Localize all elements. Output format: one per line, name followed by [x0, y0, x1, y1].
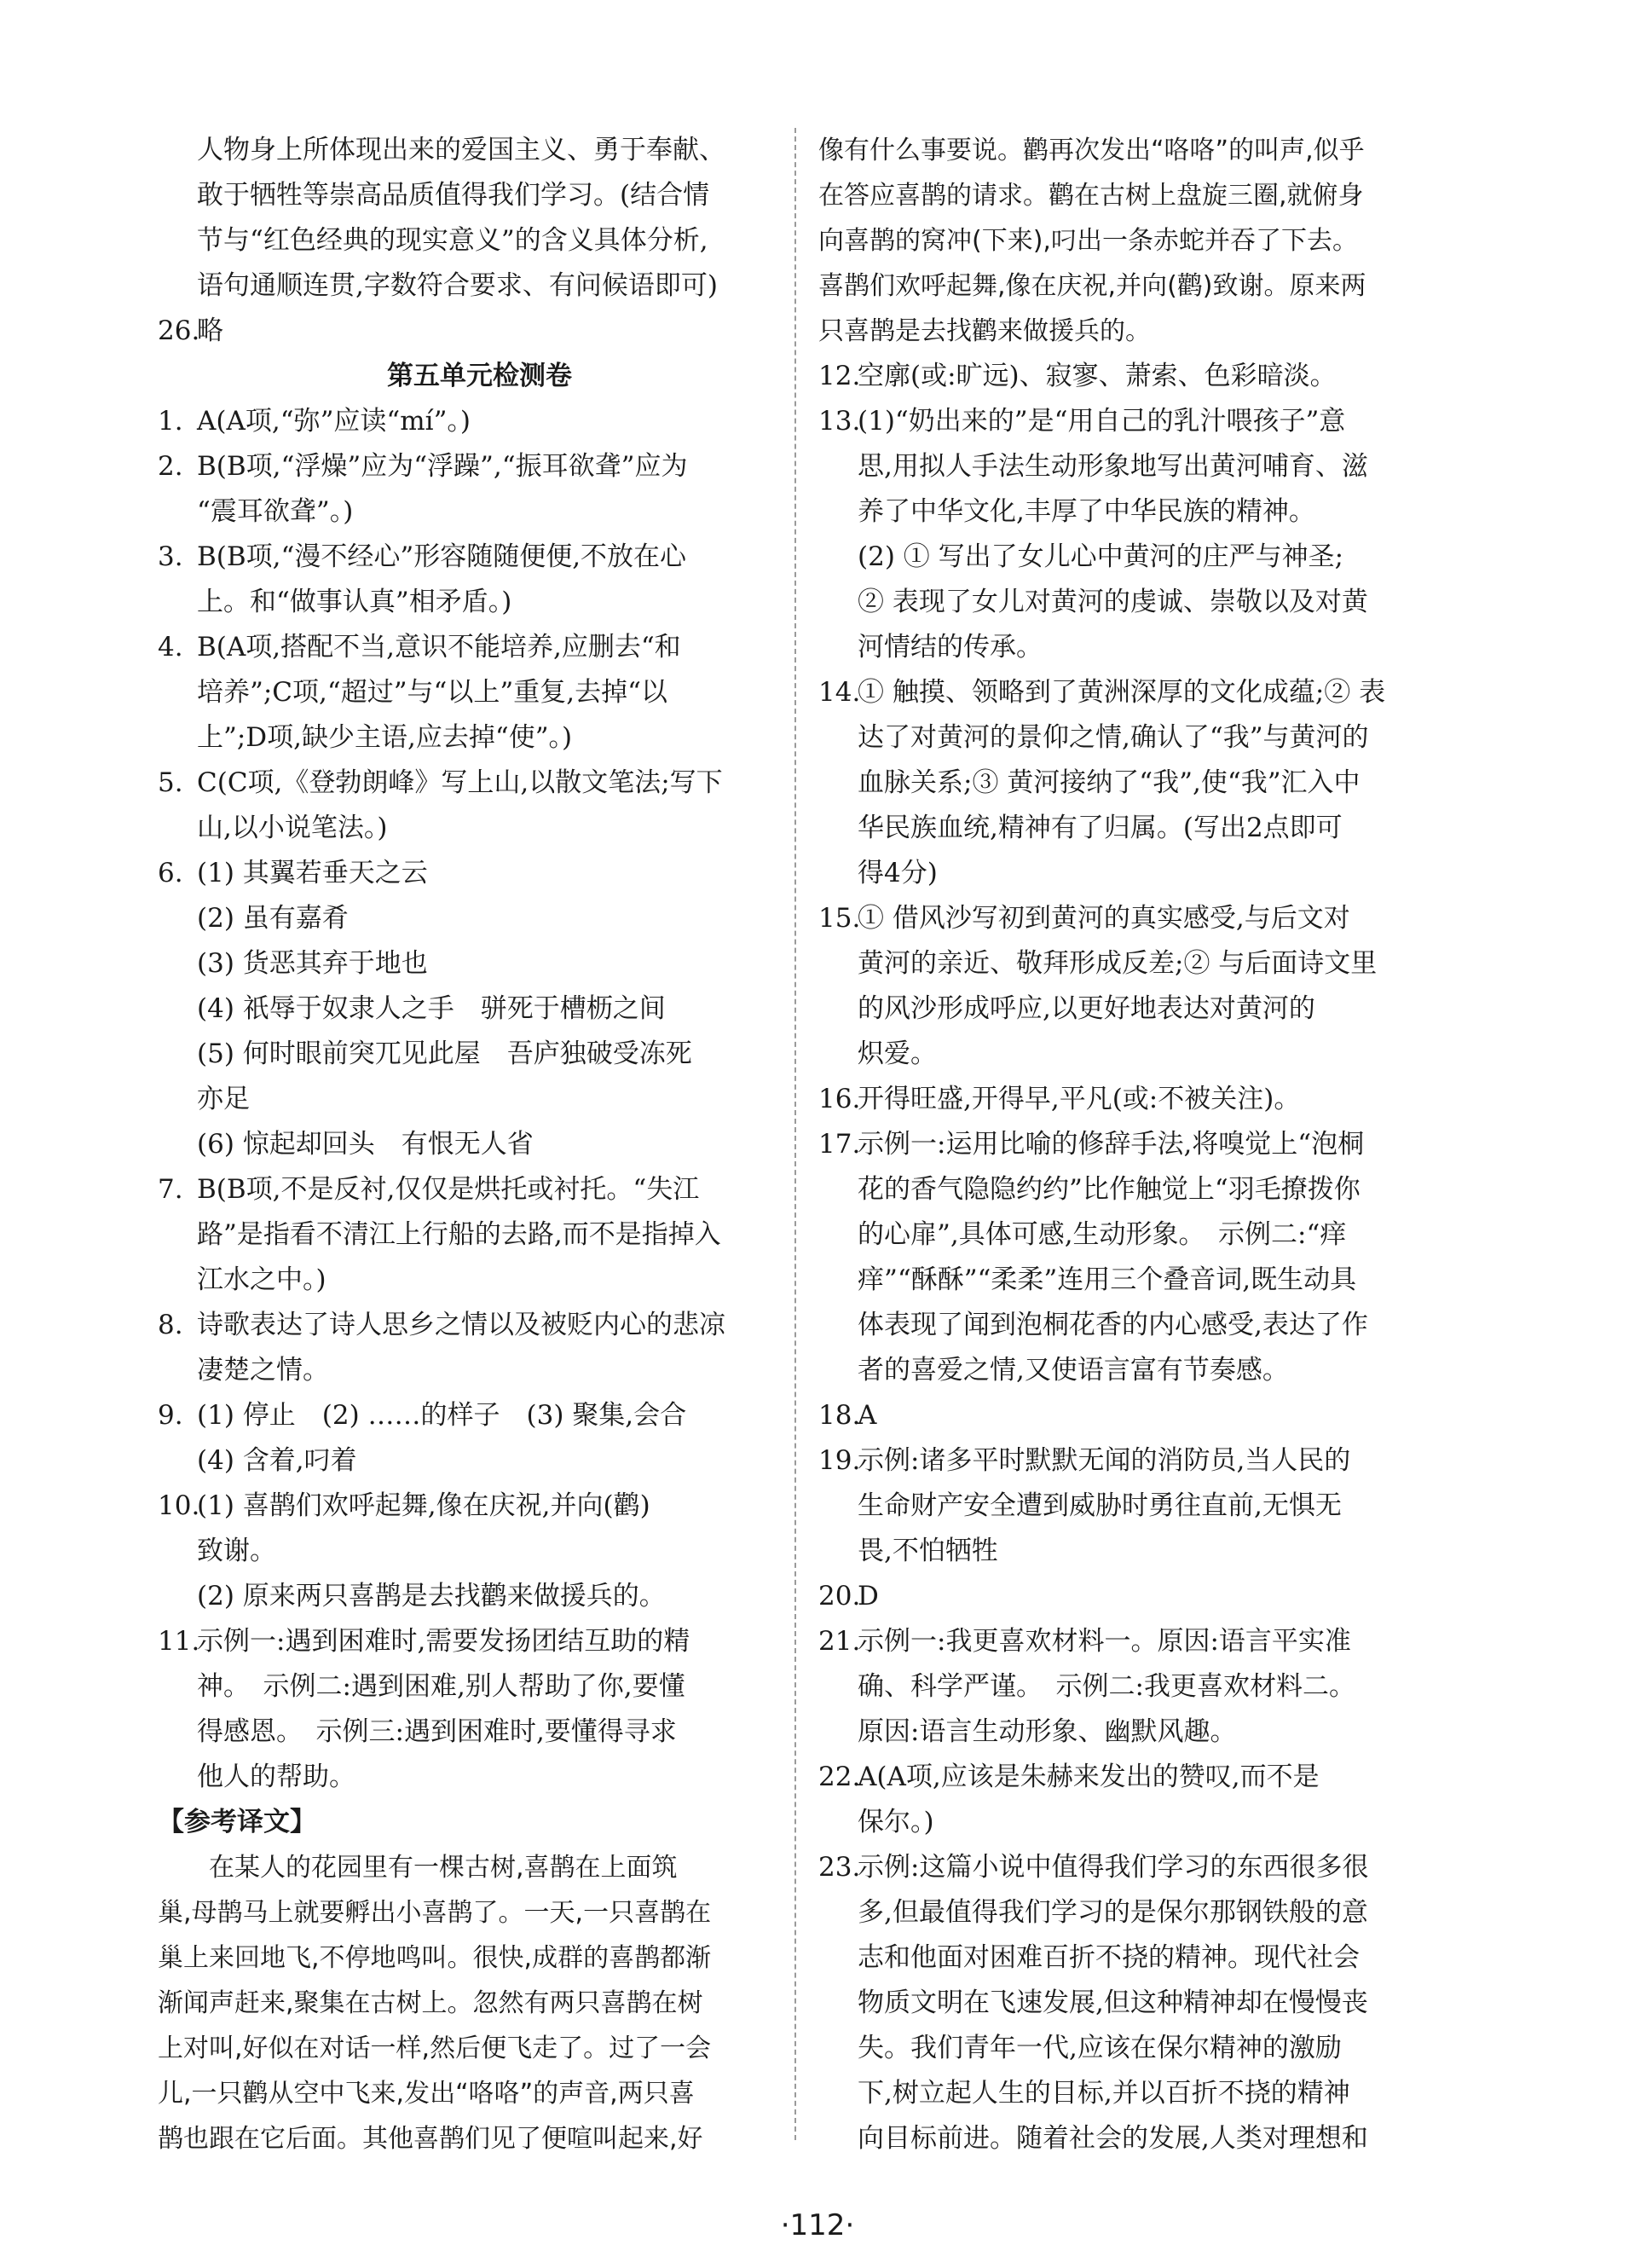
item-number: 6. — [158, 858, 183, 888]
translation-paragraph-start: 在某人的花园里有一棵古树,喜鹊在上面筑 — [209, 1853, 678, 1883]
answer-item — [818, 1845, 1462, 1890]
item-text: A(A项,“弥”应读“mí”。) — [197, 406, 471, 437]
answer-continuation: 的风沙形成呼应,以更好地表达对黄河的 — [858, 993, 1315, 1024]
item-number: 11. — [158, 1626, 200, 1657]
answer-continuation: 畏,不怕牺牲 — [858, 1536, 998, 1566]
item-number: 15. — [818, 903, 861, 934]
answer-item — [158, 444, 801, 489]
answer-continuation: 者的喜爱之情,又使语言富有节奏感。 — [858, 1355, 1289, 1386]
answer-continuation: (6) 惊起却回头 有恨无人省 — [197, 1129, 534, 1160]
answer-item — [818, 1122, 1462, 1167]
answer-continuation: 血脉关系;③ 黄河接纳了“我”,使“我”汇入中 — [858, 767, 1361, 798]
answer-item — [818, 354, 1462, 399]
answer-item — [818, 1574, 1462, 1619]
item-number: 9. — [158, 1400, 183, 1431]
answer-continuation: 的心扉”,具体可感,生动形象。 示例二:“痒 — [858, 1219, 1347, 1250]
item-text: 示例:这篇小说中值得我们学习的东西很多很 — [858, 1852, 1369, 1883]
answer-continuation: (4) 祇辱于奴隶人之手 骈死于槽枥之间 — [197, 993, 666, 1024]
answer-continuation: 路”是指看不清江上行船的去路,而不是指掉入 — [197, 1219, 721, 1250]
answer-continuation: 黄河的亲近、敬拜形成反差;② 与后面诗文里 — [858, 948, 1378, 979]
answer-continuation: 敢于牺牲等崇高品质值得我们学习。(结合情 — [197, 180, 710, 211]
answer-item — [158, 535, 801, 580]
translation-line: 儿,一只鹳从空中飞来,发出“咯咯”的声音,两只喜 — [158, 2079, 695, 2109]
item-number: 12. — [818, 361, 861, 391]
answer-continuation: (4) 含着,叼着 — [197, 1445, 357, 1476]
answer-continuation: 培养”;C项,“超过”与“以上”重复,去掉“以 — [197, 677, 667, 708]
item-number: 4. — [158, 632, 183, 662]
item-text: C(C项,《登勃朗峰》写上山,以散文笔法;写下 — [197, 767, 723, 798]
item-number: 7. — [158, 1174, 183, 1205]
item-text: ① 借风沙写初到黄河的真实感受,与后文对 — [858, 903, 1350, 934]
answer-item — [158, 625, 801, 670]
section-title: 第五单元检测卷 — [387, 361, 572, 391]
item-text: B(B项,“浮燥”应为“浮躁”,“振耳欲聋”应为 — [197, 451, 688, 482]
item-number: 18. — [818, 1400, 861, 1431]
answer-continuation: 体表现了闻到泡桐花香的内心感受,表达了作 — [858, 1310, 1368, 1340]
item-text: B(B项,“漫不经心”形容随随便便,不放在心 — [197, 541, 687, 572]
answer-item — [158, 1303, 801, 1348]
translation-line: 在答应喜鹊的请求。鹳在古树上盘旋三圈,就俯身 — [818, 181, 1364, 211]
item-number: 8. — [158, 1310, 183, 1340]
answer-continuation: 神。 示例二:遇到困难,别人帮助了你,要懂 — [197, 1671, 685, 1702]
answer-continuation: 凄楚之情。 — [197, 1355, 329, 1386]
translation-line: 渐闻声赶来,聚集在古树上。忽然有两只喜鹊在树 — [158, 1988, 703, 2018]
answer-item — [818, 399, 1462, 444]
translation-line: 上对叫,好似在对话一样,然后便飞走了。过了一会 — [158, 2034, 712, 2063]
item-number: 5. — [158, 767, 183, 798]
item-number: 22. — [818, 1762, 861, 1792]
answer-continuation: 得4分) — [858, 858, 938, 888]
answer-item — [158, 399, 801, 444]
item-number: 19. — [818, 1445, 861, 1476]
item-number: 2. — [158, 451, 183, 482]
item-number: 16. — [818, 1084, 861, 1114]
item-text: (1) 其翼若垂天之云 — [197, 858, 428, 888]
answer-continuation: 志和他面对困难百折不挠的精神。现代社会 — [858, 1942, 1360, 1973]
answer-item — [158, 1484, 801, 1529]
answer-continuation: 物质文明在飞速发展,但这种精神却在慢慢丧 — [858, 1987, 1368, 2018]
answer-item — [158, 309, 801, 354]
answer-continuation: 达了对黄河的景仰之情,确认了“我”与黄河的 — [858, 722, 1369, 753]
answer-continuation: 语句通顺连贯,字数符合要求、有问候语即可) — [197, 270, 718, 301]
translation-line: 只喜鹊是去找鹳来做援兵的。 — [818, 316, 1151, 346]
answer-item — [818, 1619, 1462, 1664]
answer-continuation: (5) 何时眼前突兀见此屋 吾庐独破受冻死 — [197, 1039, 692, 1069]
answer-continuation: (3) 货恶其弃于地也 — [197, 948, 428, 979]
item-text: (1) 喜鹊们欢呼起舞,像在庆祝,并向(鹳) — [197, 1490, 650, 1521]
item-number: 14. — [818, 677, 861, 708]
item-number: 26. — [158, 315, 200, 346]
item-text: (1)“奶出来的”是“用自己的乳汁喂孩子”意 — [858, 406, 1346, 437]
answer-continuation: 确、科学严谨。 示例二:我更喜欢材料二。 — [858, 1671, 1355, 1702]
answer-continuation: 保尔。) — [858, 1807, 934, 1837]
item-number: 1. — [158, 406, 183, 437]
answer-item — [818, 1393, 1462, 1438]
answer-continuation: 生命财产安全遭到威胁时勇往直前,无惧无 — [858, 1490, 1342, 1521]
translation-line: 向喜鹊的窝冲(下来),叼出一条赤蛇并吞了下去。 — [818, 226, 1358, 256]
answer-continuation: 痒”“酥酥”“柔柔”连用三个叠音词,既生动具 — [858, 1264, 1357, 1295]
answer-continuation: (2) 原来两只喜鹊是去找鹳来做援兵的。 — [197, 1581, 666, 1611]
item-number: 23. — [818, 1852, 861, 1883]
answer-continuation: 养了中华文化,丰厚了中华民族的精神。 — [858, 496, 1315, 527]
answer-continuation: 得感恩。 示例三:遇到困难时,要懂得寻求 — [197, 1716, 677, 1747]
translation-heading: 【参考译文】 — [158, 1807, 316, 1837]
answer-continuation: 失。我们青年一代,应该在保尔精神的激励 — [858, 2033, 1342, 2063]
item-text: B(B项,不是反衬,仅仅是烘托或衬托。“失江 — [197, 1174, 700, 1205]
translation-line: 像有什么事要说。鹳再次发出“咯咯”的叫声,似乎 — [818, 136, 1365, 165]
item-text: A — [858, 1400, 877, 1431]
answer-continuation: 人物身上所体现出来的爱国主义、勇于奉献、 — [197, 135, 725, 165]
answer-continuation: 向目标前进。随着社会的发展,人类对理想和 — [858, 2123, 1368, 2154]
translation-line: 鹊也跟在它后面。其他喜鹊们见了便喧叫起来,好 — [158, 2124, 703, 2154]
answer-continuation: 亦足 — [197, 1084, 250, 1114]
answer-continuation: 上。和“做事认真”相矛盾。) — [197, 587, 512, 617]
translation-line: 喜鹊们欢呼起舞,像在庆祝,并向(鹳)致谢。原来两 — [818, 271, 1366, 301]
item-text: 示例一:我更喜欢材料一。原因:语言平实准 — [858, 1626, 1351, 1657]
answer-continuation: ② 表现了女儿对黄河的虔诚、崇敬以及对黄 — [858, 587, 1368, 617]
answer-item — [158, 1393, 801, 1438]
answer-continuation: 江水之中。) — [197, 1264, 326, 1295]
item-text: 示例一:运用比喻的修辞手法,将嗅觉上“泡桐 — [858, 1129, 1365, 1160]
answer-continuation: 多,但最值得我们学习的是保尔那钢铁般的意 — [858, 1897, 1368, 1928]
translation-line: 巢上来回地飞,不停地鸣叫。很快,成群的喜鹊都渐 — [158, 1943, 712, 1973]
item-text: D — [858, 1581, 879, 1611]
answer-continuation: 他人的帮助。 — [197, 1762, 355, 1792]
translation-line: 巢,母鹊马上就要孵出小喜鹊了。一天,一只喜鹊在 — [158, 1898, 712, 1928]
answer-item — [818, 896, 1462, 941]
answer-continuation: 河情结的传承。 — [858, 632, 1043, 662]
item-text: 诗歌表达了诗人思乡之情以及被贬内心的悲凉 — [197, 1310, 725, 1340]
answer-continuation: 致谢。 — [197, 1536, 276, 1566]
answer-item — [158, 1619, 801, 1664]
item-text: B(A项,搭配不当,意识不能培养,应删去“和 — [197, 632, 681, 662]
answer-continuation: 华民族血统,精神有了归属。(写出2点即可 — [858, 813, 1343, 843]
item-number: 17. — [818, 1129, 861, 1160]
answer-item — [818, 1755, 1462, 1800]
answer-continuation: 思,用拟人手法生动形象地写出黄河哺育、滋 — [858, 451, 1368, 482]
column-divider — [794, 128, 796, 2140]
item-number: 10. — [158, 1490, 200, 1521]
answer-continuation: 原因:语言生动形象、幽默风趣。 — [858, 1716, 1237, 1747]
item-text: 略 — [197, 315, 223, 346]
item-text: A(A项,应该是朱赫来发出的赞叹,而不是 — [858, 1762, 1320, 1792]
item-text: 示例:诸多平时默默无闻的消防员,当人民的 — [858, 1445, 1351, 1476]
answer-continuation: 下,树立起人生的目标,并以百折不挠的精神 — [858, 2078, 1350, 2109]
answer-continuation: 花的香气隐隐约约”比作触觉上“羽毛撩拨你 — [858, 1174, 1361, 1205]
item-number: 3. — [158, 541, 183, 572]
item-number: 13. — [818, 406, 861, 437]
answer-continuation: (2) ① 写出了女儿心中黄河的庄严与神圣; — [858, 541, 1344, 572]
item-text: (1) 停止 (2) ……的样子 (3) 聚集,会合 — [197, 1400, 687, 1431]
answer-item — [818, 1438, 1462, 1484]
item-number: 21. — [818, 1626, 861, 1657]
answer-item — [818, 1077, 1462, 1122]
answer-item — [158, 1167, 801, 1212]
answer-continuation: (2) 虽有嘉肴 — [197, 903, 349, 934]
answer-continuation: “震耳欲聋”。) — [197, 496, 354, 527]
answer-item — [158, 851, 801, 896]
answer-continuation: 山,以小说笔法。) — [197, 813, 388, 843]
left-column — [158, 128, 801, 2161]
item-text: 示例一:遇到困难时,需要发扬团结互助的精 — [197, 1626, 690, 1657]
answer-continuation: 上”;D项,缺少主语,应去掉“使”。) — [197, 722, 573, 753]
right-column — [818, 128, 1462, 2161]
item-text: 空廓(或:旷远)、寂寥、萧索、色彩暗淡。 — [858, 361, 1337, 391]
item-text: ① 触摸、领略到了黄洲深厚的文化成蕴;② 表 — [858, 677, 1386, 708]
item-number: 20. — [818, 1581, 861, 1611]
answer-continuation: 炽爱。 — [858, 1039, 937, 1069]
page-number: ·112· — [780, 2208, 855, 2242]
answer-item — [158, 761, 801, 806]
item-text: 开得旺盛,开得早,平凡(或:不被关注)。 — [858, 1084, 1301, 1114]
answer-item — [818, 670, 1462, 715]
answer-continuation: 节与“红色经典的现实意义”的含义具体分析, — [197, 225, 708, 256]
